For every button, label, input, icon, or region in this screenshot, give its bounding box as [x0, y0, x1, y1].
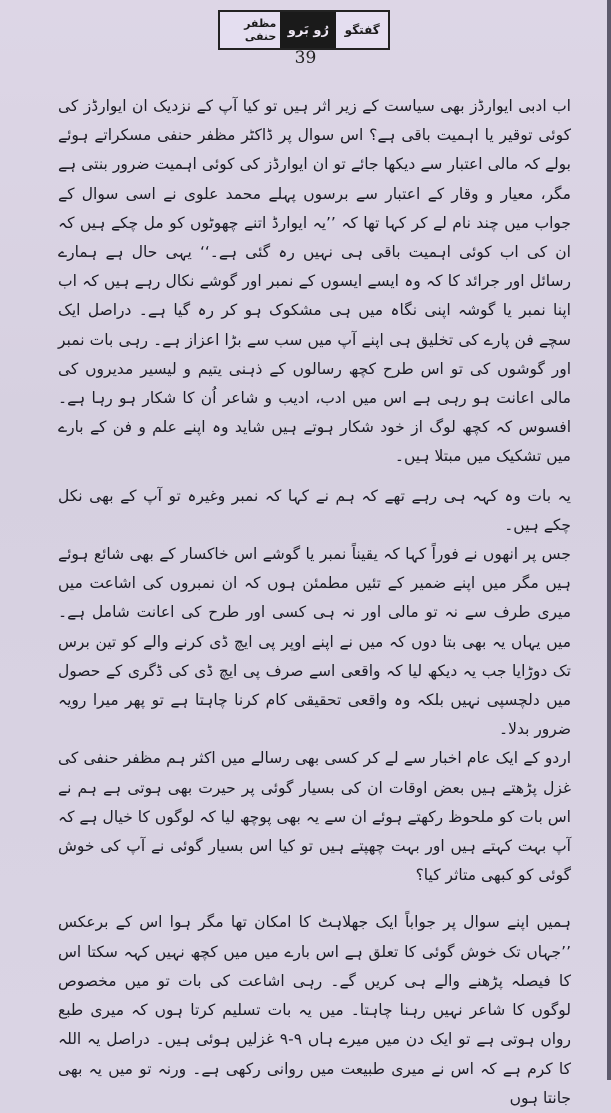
header-label-right: گفتگو [344, 23, 380, 37]
paragraph: یہ بات وہ کہہ ہی رہے تھے کہ ہم نے کہا کہ نمبر وغیرہ تو آپ کے بھی نکل چکے ہیں۔ [58, 486, 571, 534]
page-number: 39 [294, 48, 317, 68]
header-label-left: مظفر حنفی [244, 17, 277, 43]
body-text [58, 92, 571, 1113]
paragraph: جس پر انھوں نے فوراً کہا کہ یقیناً نمبر یا گوشے اس خاکسار کے بھی شائع ہوئے ہیں مگر میں اپنے ضمیر کے تئیں مطمئن ہوں کہ ان نمبروں کی اشاعت میں میری طرف سے نہ تو مالی اور نہ ہی کسی اور طرح کی اعانت شامل ہے۔ میں یہاں یہ بھی بتا دوں کہ میں نے اپنے اوپر پی ایچ ڈی کرنے والے کو تین برس تک دوڑایا جب یہ دیکھ لیا کہ واقعی اسے صرف پی ایچ ڈی کی ڈگری کے حصول میں دلچسپی نہیں بلکہ وہ واقعی تحقیقی کام کرنا چاہتا ہے تو پھر میرا رویہ ضرور بدلا۔ [58, 545, 571, 739]
header-label-middle: رُو بَرو [280, 12, 336, 48]
page-header [218, 10, 390, 50]
paragraph: اب ادبی ایوارڈز بھی سیاست کے زیر اثر ہیں تو کیا آپ کے نزدیک ان ایوارڈز کی کوئی توقیر یا اہمیت باقی ہے؟ اس سوال پر ڈاکٹر مظفر حنفی مسکراتے ہوئے بولے کہ مالی اعتبار سے دیکھا جائے تو ان ایوارڈز کی کوئی اہمیت ضرور بنتی ہے مگر، معیار و وقار کے اعتبار سے برسوں پہلے محمد علوی نے اسی سوال کے جواب میں چند نام لے کر کہا تھا کہ ’’یہ ایوارڈ اتنے چھوٹوں کو مل چکے ہیں کہ ان کی اب کوئی اہمیت باقی ہی نہیں رہ گئی ہے۔‘‘ یہی حال ہے ہمارے رسائل اور جرائد کا کہ وہ ایسے ایسوں کے نمبر اور گوشے نکال رہے ہیں کہ اب اپنا نمبر یا گوشہ اپنی نگاہ میں ہی مشکوک ہو کر رہ گیا ہے۔ دراصل ایک سچے فن پارے کی تخلیق ہی اپنے آپ میں سب سے بڑا اعزاز ہے۔ رہی بات نمبر اور گوشوں کی تو اس طرح کچھ رسالوں کے ذہنی یتیم و لیسیر مدیروں کی مالی اعانت ہو رہی ہے اس میں ادب، ادیب و شاعر اُن کا شکار ہو رہا ہے۔ افسوس کہ کچھ لوگ از خود شکار ہوتے ہیں شاید وہ اپنے علم و فن کے بارے میں تشکیک میں مبتلا ہیں۔ [58, 97, 571, 466]
paragraph: اردو کے ایک عام اخبار سے لے کر کسی بھی رسالے میں اکثر ہم مظفر حنفی کی غزل پڑھتے ہیں بعض اوقات ان کی بسیار گوئی پر حیرت بھی ہوتی ہے ہم نے اس بات کو ملحوظ رکھتے ہوئے ان سے یہ بھی پوچھ لیا کہ لوگوں کا خیال ہے کہ آپ بہت کہتے ہیں اور بہت چھپتے ہیں تو کیا اس بسیار گوئی نے آپ کی خوش گوئی کو کبھی متاثر کیا؟ [58, 749, 571, 885]
paragraph: ہمیں اپنے سوال پر جواباً ایک جھلاہٹ کا امکان تھا مگر ہوا اس کے برعکس ’’جہاں تک خوش گوئی کا تعلق ہے اس بارے میں میں کچھ نہیں کہہ سکتا اس کا فیصلہ پڑھنے والے ہی کریں گے۔ رہی اشاعت کی بات تو میں مخصوص لوگوں کا شاعر نہیں رہنا چاہتا۔ میں یہ بات تسلیم کرتا ہوں کہ میری طبع رواں ہوتی ہے تو ایک دن میں میرے ہاں ۹-۹ غزلیں ہوئی ہیں۔ دراصل یہ اللہ کا کرم ہے کہ اس نے میری طبیعت میں روانی رکھی ہے۔ ورنہ تو میں یہ بھی جانتا ہوں [58, 913, 571, 1107]
